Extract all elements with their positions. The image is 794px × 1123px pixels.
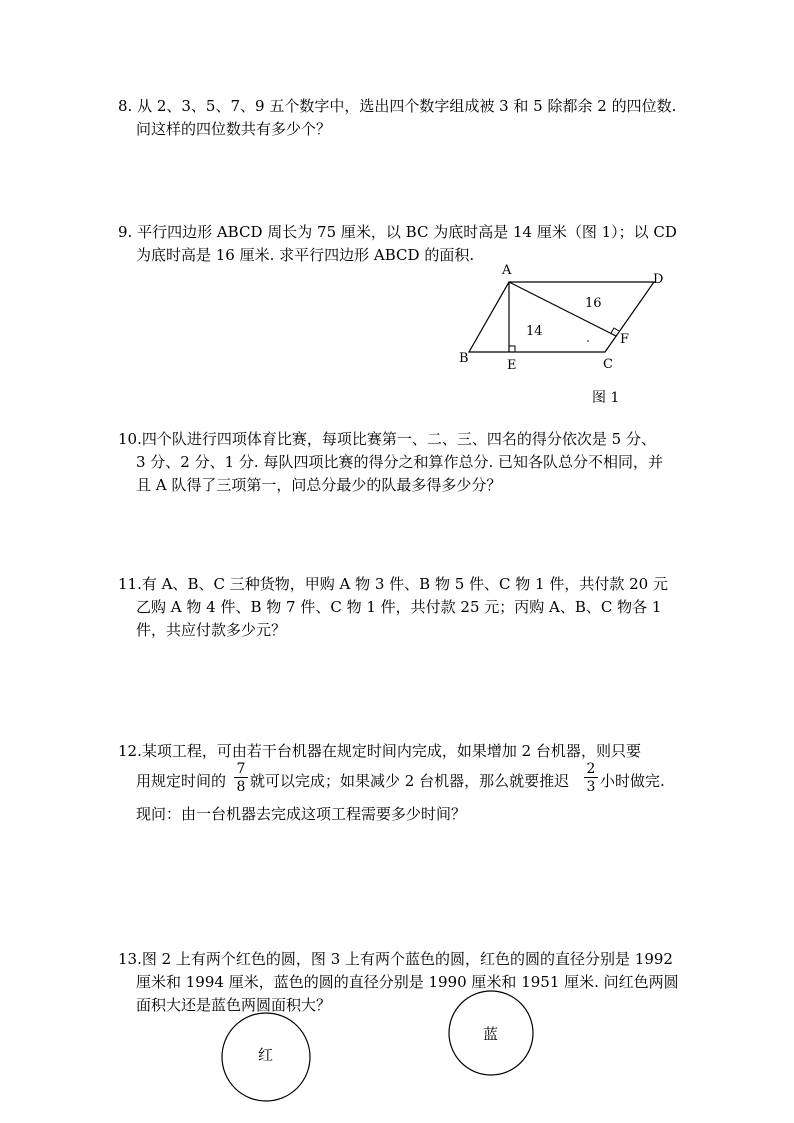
q9-line-1: 9. 平行四边形 ABCD 周长为 75 厘米，以 BC 为底时高是 14 厘米（图 1）；以 CD [118,223,677,241]
label-f: F [620,332,630,347]
q10-line-1: 10.四个队进行四项体育比赛，每项比赛第一、二、三、四名的得分依次是 5 分、 [118,430,656,448]
right-angle-mark-e [509,346,515,352]
q8-line-2: 问这样的四位数共有多少个？ [136,120,332,138]
q12-line-2a: 用规定时间的 [136,772,227,790]
label-c: C [603,357,613,372]
label-a: A [502,263,512,278]
label-e: E [507,358,517,373]
q11-line-1: 11.有 A、B、C 三种货物，甲购 A 物 3 件、B 物 5 件、C 物 1 件，共付款 20 元 [118,575,668,593]
q12-line-3: 现问：由一台机器去完成这项工程需要多少时间？ [136,805,467,823]
label-d: D [653,272,664,287]
right-angle-mark-f [611,328,619,333]
fraction-2-denominator: 3 [586,779,596,795]
q9-line-2: 为底时高是 16 厘米. 求平行四边形 ABCD 的面积. [136,246,475,264]
point-dot [587,340,589,342]
q12-line-2b: 就可以完成；如果减少 2 台机器，那么就要推迟 [250,772,570,790]
blue-circle-label: 蓝 [483,1025,499,1043]
figure-1-parallelogram [455,260,685,410]
fraction-1-denominator: 8 [236,779,246,795]
figure-1-caption: 图 1 [592,390,620,406]
q8-line-1: 8. 从 2、3、5、7、9 五个数字中，选出四个数字组成被 3 和 5 除都余 2 的四位数. [118,97,677,115]
fraction-1-bar [234,777,248,778]
q12-line-1: 12.某项工程，可由若干台机器在规定时间内完成，如果增加 2 台机器，则只要 [118,742,641,760]
q13-line-3: 面积大还是蓝色两圆面积大？ [136,996,332,1014]
fraction-1-numerator: 7 [236,761,246,777]
q10-line-2: 3 分、2 分、1 分. 每队四项比赛的得分之和算作总分. 已知各队总分不相同，并 [136,453,664,471]
fraction-2-bar [584,777,598,778]
q10-line-3: 且 A 队得了三项第一，问总分最少的队最多得多少分？ [136,476,502,494]
q12-line-2c: 小时做完. [600,772,665,790]
q13-line-2: 厘米和 1994 厘米，蓝色的圆的直径分别是 1990 厘米和 1951 厘米. 问红色两圆 [136,973,679,991]
q13-line-1: 13.图 2 上有两个红色的圆，图 3 上有两个蓝色的圆，红色的圆的直径分别是 1992 [118,950,673,968]
height-16-label: 16 [585,296,602,311]
label-b: B [459,351,469,366]
q11-line-2: 乙购 A 物 4 件、B 物 7 件、C 物 1 件，共付款 25 元；丙购 A、B、C 物各 1 [136,598,662,616]
q11-line-3: 件，共应付款多少元？ [136,621,287,639]
fraction-2-numerator: 2 [586,761,596,777]
height-14-label: 14 [526,324,543,339]
red-circle-label: 红 [258,1046,274,1064]
